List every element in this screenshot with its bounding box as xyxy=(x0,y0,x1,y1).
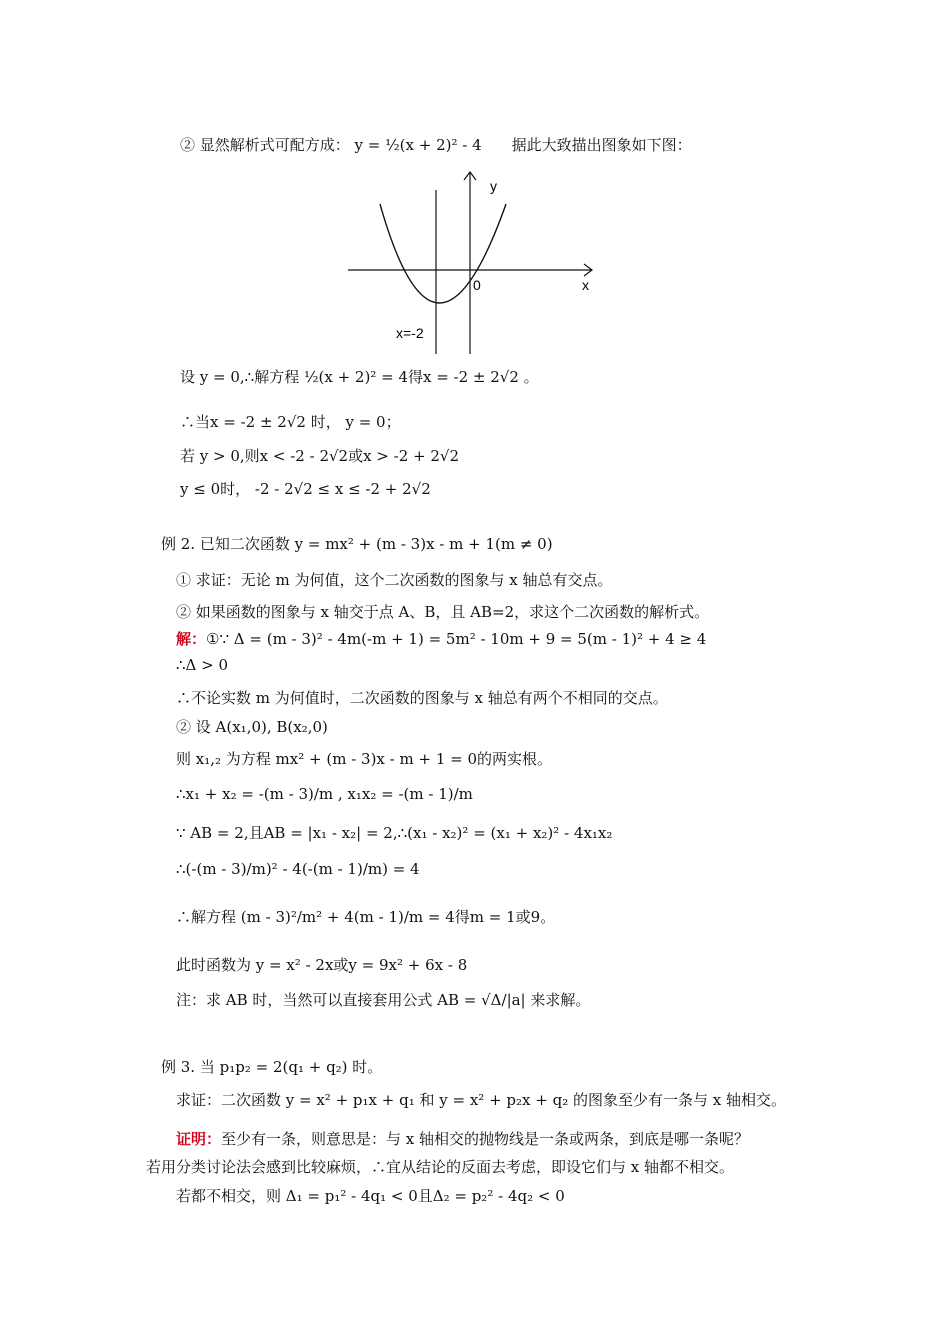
text-line-13: 则 x₁,₂ 为方程 mx² + (m - 3)x - m + 1 = 0的两实根。 xyxy=(176,750,553,768)
text-line-10: ∴Δ > 0 xyxy=(176,656,229,674)
text-line-24: 若都不相交，则 Δ₁ = p₁² - 4q₁ < 0且Δ₂ = p₂² - 4q₂ < 0 xyxy=(176,1187,565,1205)
text-line-8: ② 如果函数的图象与 x 轴交于点 A、B，且 AB=2，求这个二次函数的解析式。 xyxy=(176,603,710,621)
text-line-11: ∴不论实数 m 为何值时，二次函数的图象与 x 轴总有两个不相同的交点。 xyxy=(176,689,668,707)
text-line-2: 设 y = 0,∴解方程 ½(x + 2)² = 4得x = -2 ± 2√2 。 xyxy=(180,368,539,386)
x-axis-label: x xyxy=(582,277,589,293)
text-line-16: ∴(-(m - 3)/m)² - 4(-(m - 1)/m) = 4 xyxy=(176,860,420,878)
parabola-graph xyxy=(340,168,600,358)
text-line-3: ∴当x = -2 ± 2√2 时， y = 0； xyxy=(180,413,401,431)
solution-text: ①∵ Δ = (m - 3)² - 4m(-m + 1) = 5m² - 10m + 9 = 5(m - 1)² + 4 ≥ 4 xyxy=(206,630,707,648)
text-line-23: 若用分类讨论法会感到比较麻烦，∴宜从结论的反面去考虑，即设它们与 x 轴都不相交。 xyxy=(146,1158,734,1176)
solution-line xyxy=(176,628,706,650)
text-line-4: 若 y > 0,则x < -2 - 2√2或x > -2 + 2√2 xyxy=(180,447,460,465)
text-line-19: 注：求 AB 时，当然可以直接套用公式 AB = √Δ/|a| 来求解。 xyxy=(176,991,591,1009)
example-3-title: 例 3. 当 p₁p₂ = 2(q₁ + q₂) 时。 xyxy=(161,1058,383,1076)
text-line-17: ∴解方程 (m - 3)²/m² + 4(m - 1)/m = 4得m = 1或9。 xyxy=(176,908,556,926)
example-2-title: 例 2. 已知二次函数 y = mx² + (m - 3)x - m + 1(m ≠ 0) xyxy=(161,535,553,553)
solution-label: 解： xyxy=(176,630,207,648)
text-line-12: ② 设 A(x₁,0), B(x₂,0) xyxy=(176,718,328,736)
text-line-14: ∴x₁ + x₂ = -(m - 3)/m , x₁x₂ = -(m - 1)/m xyxy=(176,785,473,803)
y-axis-label: y xyxy=(490,178,497,194)
text-line-5: y ≤ 0时， -2 - 2√2 ≤ x ≤ -2 + 2√2 xyxy=(180,480,431,498)
proof-label: 证明： xyxy=(176,1130,222,1148)
symmetry-label: x=-2 xyxy=(396,325,424,341)
parabola-curve xyxy=(380,204,506,303)
proof-line xyxy=(176,1128,749,1150)
text-line-21: 求证：二次函数 y = x² + p₁x + q₁ 和 y = x² + p₂x + q₂ 的图象至少有一条与 x 轴相交。 xyxy=(176,1091,786,1109)
text-line-7: ① 求证：无论 m 为何值，这个二次函数的图象与 x 轴总有交点。 xyxy=(176,571,613,589)
text-line-18: 此时函数为 y = x² - 2x或y = 9x² + 6x - 8 xyxy=(176,956,468,974)
text-line-15: ∵ AB = 2,且AB = |x₁ - x₂| = 2,∴(x₁ - x₂)² = (x₁ + x₂)² - 4x₁x₂ xyxy=(176,824,613,842)
origin-label: 0 xyxy=(473,277,481,293)
proof-text: 至少有一条，则意思是：与 x 轴相交的抛物线是一条或两条，到底是哪一条呢？ xyxy=(221,1130,750,1148)
text-line-1: ② 显然解析式可配方成： y = ½(x + 2)² - 4 据此大致描出图象如下图： xyxy=(180,136,692,154)
